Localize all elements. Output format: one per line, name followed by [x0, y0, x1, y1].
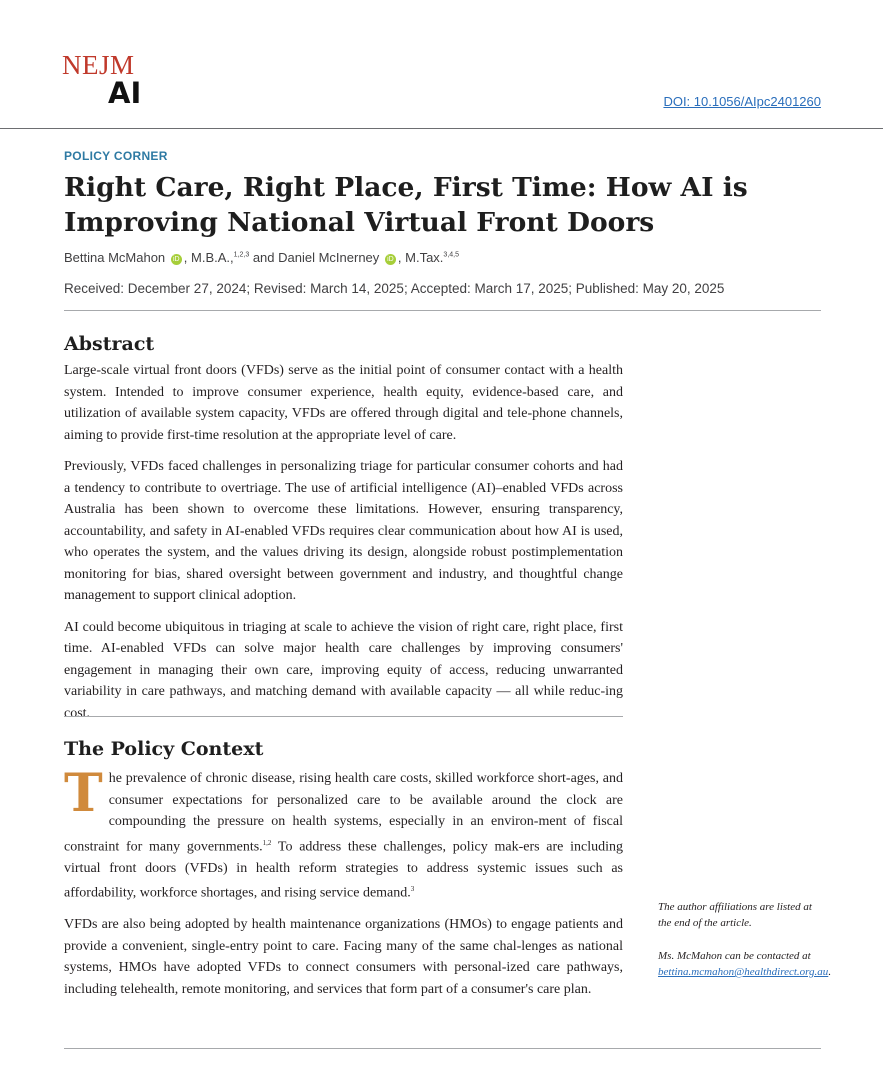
abstract-paragraph: Large-scale virtual front doors (VFDs) serve as the initial point of consumer contact with a health system. Intended to improve consumer experience, health equity, evidence-based care, and utilization of available system capacity, VFDs are offered through digital and tele-phone channels, aiming to provide first-time resolution at the appropriate level of care.: [64, 363, 623, 443]
logo-ai-text: AI: [108, 76, 142, 110]
author-name[interactable]: Bettina McMahon: [64, 250, 166, 265]
abstract-heading: Abstract: [64, 333, 155, 355]
logo-nejm-text: NEJM: [62, 50, 135, 80]
contact-prefix: Ms. McMahon can be contacted at: [658, 950, 811, 962]
affiliation-sup: 3,4,5: [443, 251, 459, 259]
email-link[interactable]: bettina.mcmahon@healthdirect.org.au: [658, 966, 829, 978]
policy-context-body: [64, 763, 623, 1010]
dates-divider: [64, 310, 821, 311]
contact-note: [658, 948, 832, 980]
affiliation-sup: 1,2,3: [233, 251, 250, 259]
abstract-divider: [64, 716, 623, 717]
body-paragraph: VFDs are also being adopted by health maintenance organizations (HMOs) to engage patients and provide a convenient, single-entry point to care. Facing many of the same chal-lenges as national systems, HMOs have adopted VFDs to connect consumers with personal-ized care pathways, including telehealth, remote monitoring, and services that form part of a consumer's care plan.: [64, 917, 623, 997]
header-divider: [0, 128, 883, 129]
abstract-paragraph: Previously, VFDs faced challenges in personalizing triage for particular consumer cohorts and had a tendency to contribute to overtriage. The use of artificial intelligence (AI)–enabled VFDs across Australia has been shown to overcome these limitations. However, ensuring transparency, accountability, and safety in AI-enabled VFDs requires clear communication about how AI is used, who operates the system, and the values driving its design, alongside robust postimplementation monitoring for bias, shared oversight between government and industry, and thoughtful change management to support clinical adoption.: [64, 459, 623, 603]
author-conjunction: and Daniel McInerney: [249, 250, 383, 265]
author-degree: , M.Tax.: [397, 250, 444, 265]
author-line: [64, 250, 459, 265]
contact-suffix: .: [828, 966, 832, 978]
footer-divider: [64, 1048, 821, 1049]
abstract-body: [64, 360, 623, 734]
drop-cap: T: [64, 763, 103, 824]
citation-sup[interactable]: 3: [410, 885, 415, 894]
abstract-paragraph: AI could become ubiquitous in triaging at scale to achieve the vision of right care, right place, first time. AI-enabled VFDs can solve major health care challenges by improving consumers' engagement in managing their own care, improving equity of access, reducing unwarranted variability in care pathways, and matching demand with available capacity — all while reduc-ing cost.: [64, 619, 623, 721]
policy-context-heading: The Policy Context: [64, 738, 264, 760]
publication-dates: Received: December 27, 2024; Revised: March 14, 2025; Accepted: March 17, 2025; Published: May 20, 2025: [64, 281, 725, 296]
citation-sup[interactable]: 1,2: [262, 838, 272, 847]
paragraph-text: To address these challenges, policy mak-ers are including virtual front doors (VFDs) in health reform strategies to address systemic issues such as affordability, workforce shortages, and rising service demand.: [64, 839, 623, 901]
article-title: Right Care, Right Place, First Time: How AI is Improving National Virtual Front Doors: [64, 172, 748, 238]
journal-logo: [62, 50, 152, 114]
affiliations-note: The author affiliations are listed at the end of the article.: [658, 901, 812, 929]
section-tag: POLICY CORNER: [64, 149, 168, 163]
author-degree: , M.B.A.,: [183, 250, 234, 265]
doi-link[interactable]: DOI: 10.1056/AIpc2401260: [663, 94, 821, 109]
orcid-icon[interactable]: iD: [385, 254, 396, 265]
paragraph-text: he prevalence of chronic disease, rising health care costs, skilled workforce short-ages, and consumer expectations for personalized care to be available around the clock are compounding the pressure on health systems, especially in an environ-ment of fiscal constraint for many governments.: [64, 771, 623, 855]
body-paragraph: [64, 763, 623, 904]
orcid-icon[interactable]: iD: [171, 254, 182, 265]
